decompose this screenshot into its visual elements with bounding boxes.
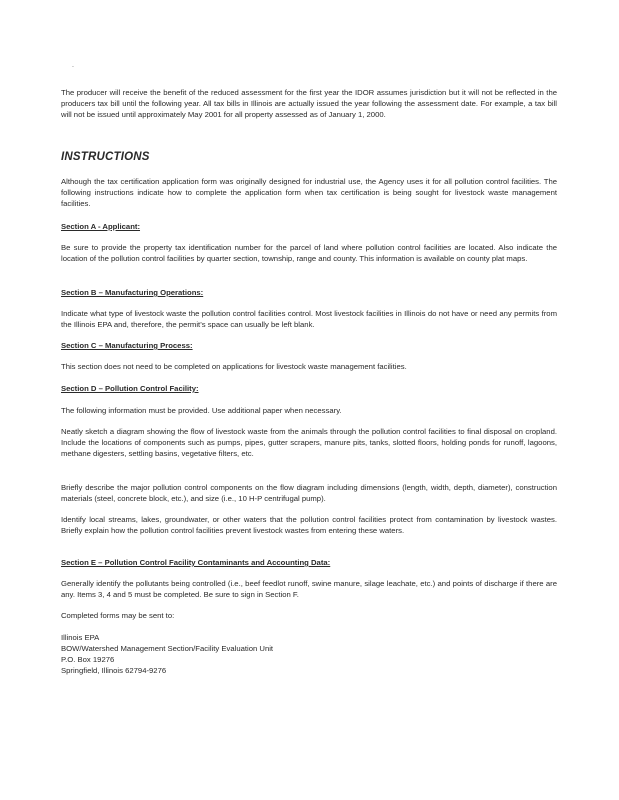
address-line-3: P.O. Box 19276	[61, 655, 115, 664]
section-c-paragraph: This section does not need to be completed on applications for livestock waste management facilities.	[61, 362, 407, 371]
page-tick-mark: .	[72, 62, 74, 69]
address-line-4: Springfield, Illinois 62794-9276	[61, 666, 167, 675]
section-d-paragraph-2: Neatly sketch a diagram showing the flow of livestock waste from the animals through the pollution control facilities to final disposal on cropland. Include the locations of components such as pumps, pipes, gutter scrapers, manure pits, tanks, slotted floors, holding ponds for runoff, lagoons, methane digesters, settling basins, vegetative filters, etc.	[61, 427, 557, 458]
closing-paragraph: Completed forms may be sent to:	[61, 611, 175, 620]
mailing-address	[61, 632, 273, 676]
section-e-title: Section E – Pollution Control Facility Contaminants and Accounting Data:	[61, 558, 331, 567]
section-b-title: Section B – Manufacturing Operations:	[61, 288, 204, 297]
section-a-paragraph: Be sure to provide the property tax identification number for the parcel of land where pollution control facilities are located. Also indicate the location of the pollution control facilities by quarter section, township, range and county. This information is available on county plat maps.	[61, 243, 557, 263]
section-e-paragraph: Generally identify the pollutants being controlled (i.e., beef feedlot runoff, swine manure, silage leachate, etc.) and points of discharge if there are any. Items 3, 4 and 5 must be completed. Be sure to sign in Section F.	[61, 579, 557, 599]
instructions-paragraph: Although the tax certification application form was originally designed for industrial use, the Agency uses it for all pollution control facilities. The following instructions indicate how to complete the application form when tax certification is being sought for livestock waste management facilities.	[61, 177, 557, 208]
section-a-title: Section A - Applicant:	[61, 222, 141, 231]
section-d-paragraph-3: Briefly describe the major pollution control components on the flow diagram including dimensions (length, width, depth, diameter), construction materials (steel, concrete block, etc.), and size (i.e., 10 H-P centrifugal pump).	[61, 483, 557, 503]
section-c-title: Section C – Manufacturing Process:	[61, 341, 193, 350]
address-line-2: BOW/Watershed Management Section/Facility Evaluation Unit	[61, 644, 274, 653]
section-d-paragraph-1: The following information must be provided. Use additional paper when necessary.	[61, 406, 342, 415]
address-line-1: Illinois EPA	[61, 633, 100, 642]
section-d-paragraph-4: Identify local streams, lakes, groundwater, or other waters that the pollution control facilities protect from contamination by livestock wastes. Briefly explain how the pollution control facilities prevent livestock wastes from entering these waters.	[61, 515, 557, 535]
section-b-paragraph: Indicate what type of livestock waste the pollution control facilities control. Most livestock facilities in Illinois do not have or need any permits from the Illinois EPA and, therefore, the permit’s space can usually be left blank.	[61, 309, 557, 329]
instructions-heading: INSTRUCTIONS	[61, 151, 150, 163]
section-d-title: Section D – Pollution Control Facility:	[61, 384, 199, 393]
intro-paragraph: The producer will receive the benefit of the reduced assessment for the first year the IDOR assumes jurisdiction but it will not be reflected in the producers tax bill until the following year. All tax bills in Illinois are actually issued the year following the assessment date. For example, a tax bill will not be issued until approximately May 2001 for all property assessed as of January 1, 2000.	[61, 88, 557, 119]
